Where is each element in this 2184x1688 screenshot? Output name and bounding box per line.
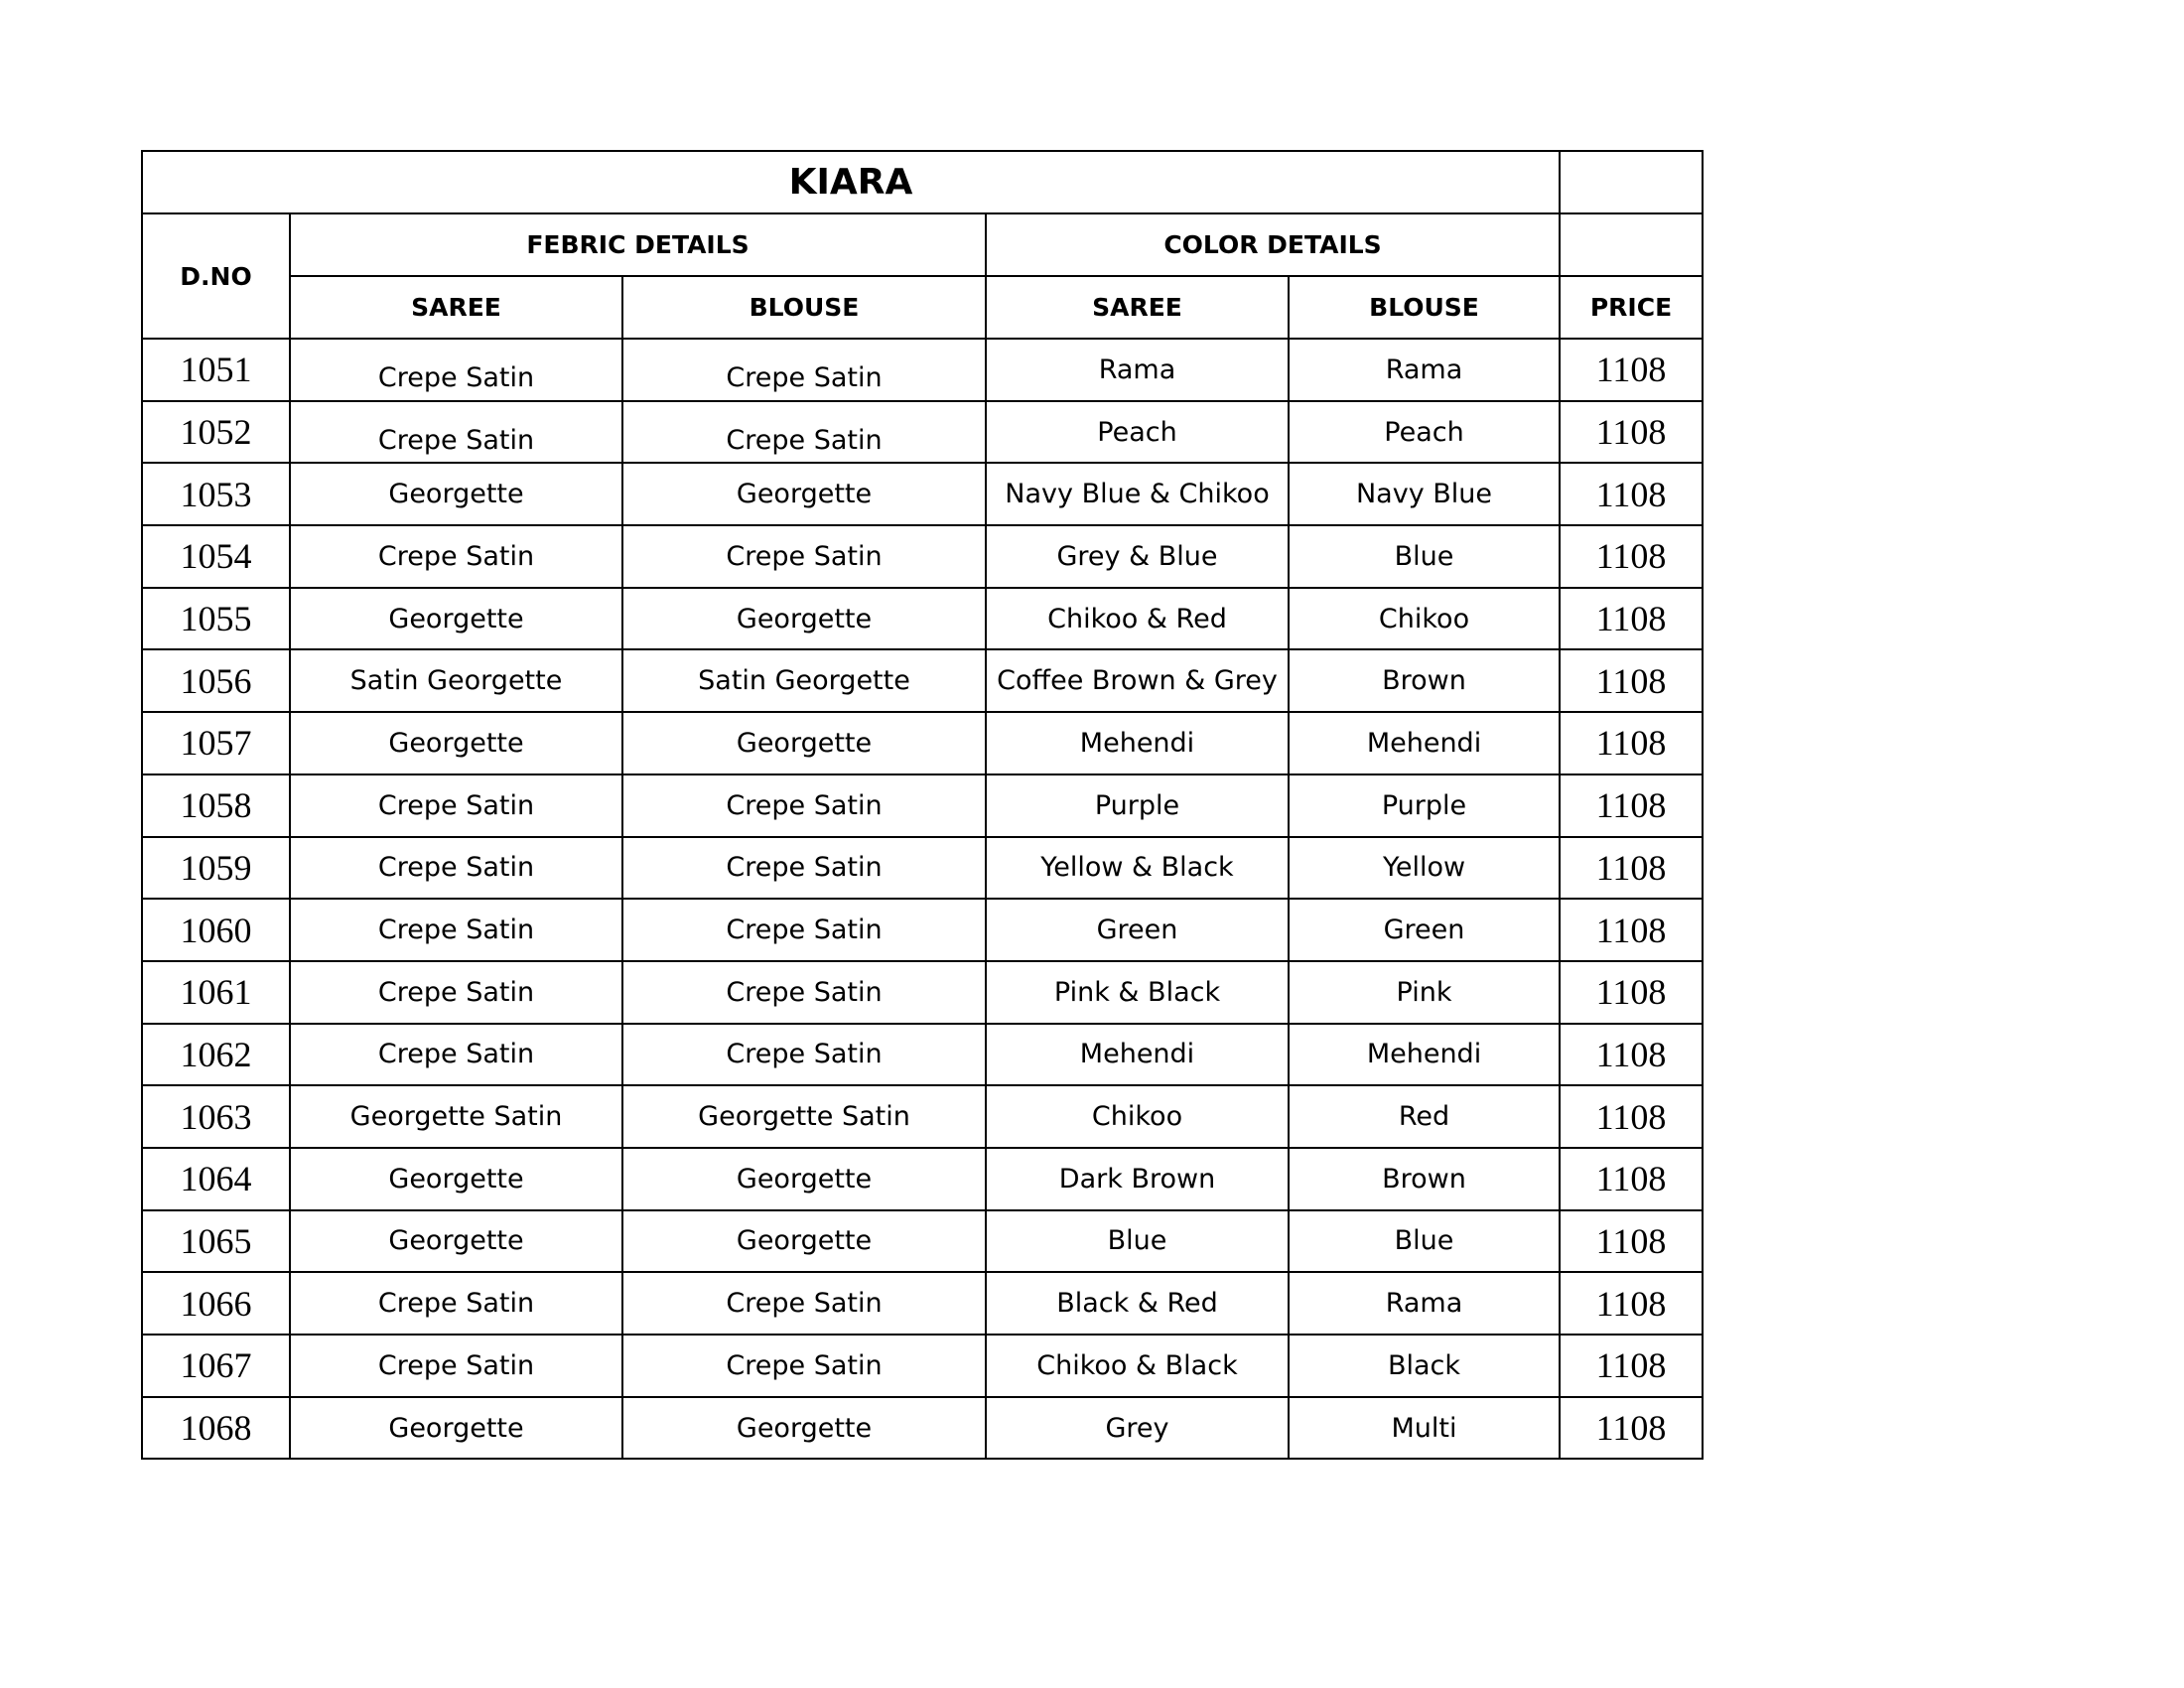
color-saree-header: SAREE xyxy=(986,276,1289,339)
color-blouse-cell: Rama xyxy=(1289,1272,1560,1335)
dno-header: D.NO xyxy=(142,213,290,339)
color-blouse-header: BLOUSE xyxy=(1289,276,1560,339)
color-saree-cell: Chikoo xyxy=(986,1085,1289,1148)
price-header: PRICE xyxy=(1560,276,1703,339)
price-cell: 1108 xyxy=(1560,1397,1703,1460)
color-saree-cell: Chikoo & Black xyxy=(986,1335,1289,1397)
color-blouse-cell: Chikoo xyxy=(1289,588,1560,650)
dno-cell: 1059 xyxy=(142,837,290,900)
price-cell: 1108 xyxy=(1560,1335,1703,1397)
table-row xyxy=(142,1397,1703,1460)
dno-cell: 1053 xyxy=(142,463,290,525)
fabric-saree-cell: Crepe Satin xyxy=(290,899,622,961)
fabric-blouse-cell: Georgette xyxy=(622,1148,986,1210)
color-blouse-cell: Black xyxy=(1289,1335,1560,1397)
color-blouse-cell: Navy Blue xyxy=(1289,463,1560,525)
fabric-blouse-cell: Crepe Satin xyxy=(622,525,986,588)
dno-cell: 1065 xyxy=(142,1210,290,1273)
title-row xyxy=(142,151,1703,213)
color-saree-cell: Mehendi xyxy=(986,1024,1289,1086)
fabric-blouse-cell: Crepe Satin xyxy=(622,961,986,1024)
dno-cell: 1055 xyxy=(142,588,290,650)
color-details-header: COLOR DETAILS xyxy=(986,213,1560,276)
dno-cell: 1058 xyxy=(142,774,290,837)
dno-cell: 1057 xyxy=(142,712,290,774)
fabric-saree-cell: Crepe Satin xyxy=(290,525,622,588)
dno-cell: 1064 xyxy=(142,1148,290,1210)
table-row xyxy=(142,649,1703,712)
dno-cell: 1052 xyxy=(142,401,290,464)
color-blouse-cell: Red xyxy=(1289,1085,1560,1148)
price-cell: 1108 xyxy=(1560,1272,1703,1335)
price-cell: 1108 xyxy=(1560,1210,1703,1273)
color-saree-cell: Peach xyxy=(986,401,1289,464)
price-cell: 1108 xyxy=(1560,401,1703,464)
fabric-blouse-cell: Crepe Satin xyxy=(622,774,986,837)
color-blouse-cell: Yellow xyxy=(1289,837,1560,900)
fabric-blouse-cell: Crepe Satin xyxy=(622,401,986,464)
color-blouse-cell: Purple xyxy=(1289,774,1560,837)
price-cell: 1108 xyxy=(1560,588,1703,650)
table-row xyxy=(142,1148,1703,1210)
color-saree-cell: Grey xyxy=(986,1397,1289,1460)
fabric-blouse-cell: Satin Georgette xyxy=(622,649,986,712)
dno-cell: 1066 xyxy=(142,1272,290,1335)
fabric-saree-cell: Georgette xyxy=(290,1148,622,1210)
color-saree-cell: Yellow & Black xyxy=(986,837,1289,900)
fabric-saree-cell: Satin Georgette xyxy=(290,649,622,712)
sub-header-row xyxy=(142,276,1703,339)
fabric-blouse-cell: Crepe Satin xyxy=(622,1024,986,1086)
fabric-saree-cell: Crepe Satin xyxy=(290,961,622,1024)
price-cell: 1108 xyxy=(1560,837,1703,900)
dno-cell: 1061 xyxy=(142,961,290,1024)
table-row xyxy=(142,837,1703,900)
dno-cell: 1067 xyxy=(142,1335,290,1397)
fabric-blouse-cell: Crepe Satin xyxy=(622,1335,986,1397)
fabric-blouse-cell: Georgette Satin xyxy=(622,1085,986,1148)
fabric-saree-cell: Georgette xyxy=(290,1210,622,1273)
fabric-blouse-header: BLOUSE xyxy=(622,276,986,339)
price-cell: 1108 xyxy=(1560,774,1703,837)
fabric-saree-cell: Georgette xyxy=(290,463,622,525)
table-row xyxy=(142,1272,1703,1335)
price-cell: 1108 xyxy=(1560,649,1703,712)
fabric-blouse-cell: Georgette xyxy=(622,712,986,774)
fabric-blouse-cell: Georgette xyxy=(622,1210,986,1273)
price-cell: 1108 xyxy=(1560,899,1703,961)
color-blouse-cell: Green xyxy=(1289,899,1560,961)
color-blouse-cell: Pink xyxy=(1289,961,1560,1024)
fabric-saree-cell: Crepe Satin xyxy=(290,1335,622,1397)
color-saree-cell: Pink & Black xyxy=(986,961,1289,1024)
fabric-saree-header: SAREE xyxy=(290,276,622,339)
color-saree-cell: Dark Brown xyxy=(986,1148,1289,1210)
color-saree-cell: Rama xyxy=(986,339,1289,401)
color-saree-cell: Green xyxy=(986,899,1289,961)
price-cell: 1108 xyxy=(1560,463,1703,525)
fabric-blouse-cell: Crepe Satin xyxy=(622,339,986,401)
price-cell: 1108 xyxy=(1560,712,1703,774)
price-cell: 1108 xyxy=(1560,339,1703,401)
fabric-saree-cell: Georgette xyxy=(290,712,622,774)
table-row xyxy=(142,463,1703,525)
table-row xyxy=(142,401,1703,464)
table-row xyxy=(142,961,1703,1024)
dno-cell: 1060 xyxy=(142,899,290,961)
fabric-saree-cell: Crepe Satin xyxy=(290,401,622,464)
dno-cell: 1056 xyxy=(142,649,290,712)
fabric-saree-cell: Crepe Satin xyxy=(290,837,622,900)
price-cell: 1108 xyxy=(1560,525,1703,588)
color-blouse-cell: Blue xyxy=(1289,525,1560,588)
table-row xyxy=(142,712,1703,774)
fabric-saree-cell: Crepe Satin xyxy=(290,1272,622,1335)
color-blouse-cell: Brown xyxy=(1289,649,1560,712)
design-price-table xyxy=(141,150,1704,1460)
fabric-blouse-cell: Georgette xyxy=(622,463,986,525)
table-row xyxy=(142,1210,1703,1273)
fabric-blouse-cell: Georgette xyxy=(622,1397,986,1460)
table-row xyxy=(142,1335,1703,1397)
color-saree-cell: Mehendi xyxy=(986,712,1289,774)
table-row xyxy=(142,899,1703,961)
fabric-saree-cell: Crepe Satin xyxy=(290,339,622,401)
color-saree-cell: Navy Blue & Chikoo xyxy=(986,463,1289,525)
dno-cell: 1051 xyxy=(142,339,290,401)
fabric-saree-cell: Georgette xyxy=(290,588,622,650)
dno-cell: 1063 xyxy=(142,1085,290,1148)
price-cell: 1108 xyxy=(1560,961,1703,1024)
table-title: KIARA xyxy=(142,151,1560,213)
fabric-details-header: FEBRIC DETAILS xyxy=(290,213,986,276)
price-cell: 1108 xyxy=(1560,1024,1703,1086)
dno-cell: 1062 xyxy=(142,1024,290,1086)
price-cell: 1108 xyxy=(1560,1085,1703,1148)
group-header-row xyxy=(142,213,1703,276)
color-blouse-cell: Mehendi xyxy=(1289,1024,1560,1086)
empty-group-cell xyxy=(1560,213,1703,276)
empty-title-cell xyxy=(1560,151,1703,213)
dno-cell: 1068 xyxy=(142,1397,290,1460)
fabric-saree-cell: Crepe Satin xyxy=(290,774,622,837)
fabric-saree-cell: Georgette Satin xyxy=(290,1085,622,1148)
table-row xyxy=(142,525,1703,588)
dno-cell: 1054 xyxy=(142,525,290,588)
fabric-saree-cell: Georgette xyxy=(290,1397,622,1460)
color-blouse-cell: Brown xyxy=(1289,1148,1560,1210)
color-blouse-cell: Multi xyxy=(1289,1397,1560,1460)
table-row xyxy=(142,1085,1703,1148)
color-saree-cell: Coffee Brown & Grey xyxy=(986,649,1289,712)
color-saree-cell: Purple xyxy=(986,774,1289,837)
table-row xyxy=(142,1024,1703,1086)
fabric-blouse-cell: Crepe Satin xyxy=(622,837,986,900)
price-cell: 1108 xyxy=(1560,1148,1703,1210)
color-saree-cell: Chikoo & Red xyxy=(986,588,1289,650)
color-saree-cell: Black & Red xyxy=(986,1272,1289,1335)
color-blouse-cell: Peach xyxy=(1289,401,1560,464)
color-saree-cell: Grey & Blue xyxy=(986,525,1289,588)
color-saree-cell: Blue xyxy=(986,1210,1289,1273)
color-blouse-cell: Blue xyxy=(1289,1210,1560,1273)
color-blouse-cell: Mehendi xyxy=(1289,712,1560,774)
fabric-blouse-cell: Crepe Satin xyxy=(622,899,986,961)
fabric-saree-cell: Crepe Satin xyxy=(290,1024,622,1086)
fabric-blouse-cell: Crepe Satin xyxy=(622,1272,986,1335)
table-row xyxy=(142,339,1703,401)
table-row xyxy=(142,588,1703,650)
table-row xyxy=(142,774,1703,837)
color-blouse-cell: Rama xyxy=(1289,339,1560,401)
fabric-blouse-cell: Georgette xyxy=(622,588,986,650)
